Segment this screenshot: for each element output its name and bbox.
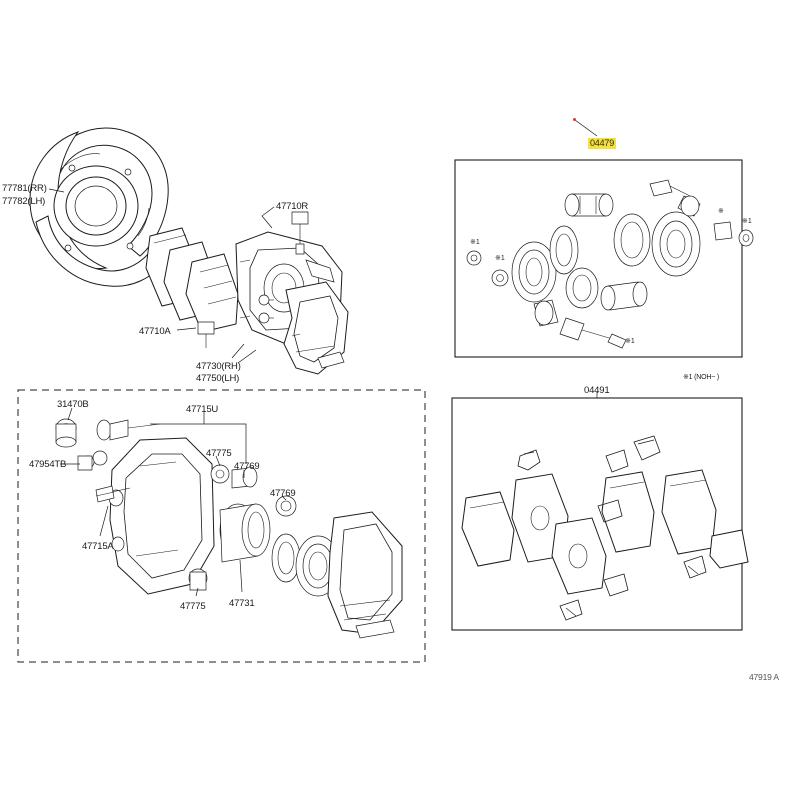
label-04479-highlighted: 04479 [590,138,615,148]
label-47715u: 47715U [186,404,219,415]
note-mark-4: ※1 [742,218,752,225]
note-mark-2: ※1 [495,255,505,262]
label-47710r: 47710R [276,201,309,212]
label-04491: 04491 [584,385,610,396]
label-note-noh: ※1 (NOH~ ) [683,374,719,381]
note-mark-5: ※1 [625,338,635,345]
pointer-dot [573,118,576,121]
label-47769-lower: 47769 [270,488,296,499]
note-mark-1: ※1 [470,239,480,246]
label-47954tb: 47954TB [29,459,67,470]
caliper-seal-kit-art [467,180,753,348]
label-47710a: 47710A [139,326,171,337]
label-47769-upper: 47769 [234,461,260,472]
label-31470b: 31470B [57,399,89,410]
label-77781-rh: 77781(RR) [2,183,47,194]
label-47750-lh: 47750(LH) [196,373,240,384]
label-77782-lh: 77782(LH) [2,196,46,207]
label-47715a: 47715A [82,541,114,552]
pad-kit-art [462,436,748,620]
label-47730-rh: 47730(RH) [196,361,241,372]
label-47731: 47731 [229,598,255,609]
diagram-footer-code: 47919 A [749,672,779,682]
label-47775-upper: 47775 [206,448,232,459]
note-mark-3: ※ [718,208,724,215]
front-pad-set-art [146,228,238,332]
label-47775-lower: 47775 [180,601,206,612]
